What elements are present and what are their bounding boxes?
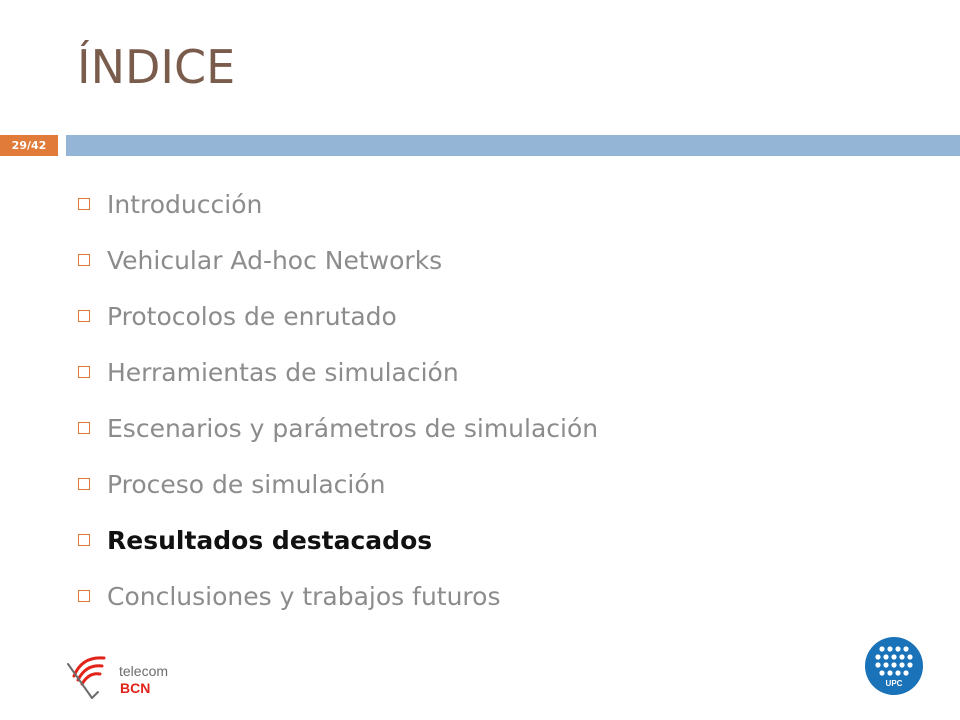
agenda-item-introduccion (78, 176, 598, 232)
agenda-item-vanet (78, 232, 598, 288)
telecom-bcn-logo (64, 646, 194, 706)
header-bar (66, 135, 960, 156)
agenda-item-label: Vehicular Ad-hoc Networks (107, 245, 443, 275)
agenda-item-conclusiones (78, 568, 598, 624)
hollow-square-icon (78, 198, 90, 210)
bcn-logo-text: BCN (120, 680, 151, 696)
agenda-item-label: Conclusiones y trabajos futuros (107, 581, 501, 611)
hollow-square-icon (78, 254, 90, 266)
agenda-item-label: Protocolos de enrutado (107, 301, 397, 331)
agenda-item-label: Herramientas de simulación (107, 357, 459, 387)
page-title: ÍNDICE (77, 40, 236, 94)
hollow-square-icon (78, 310, 90, 322)
agenda-item-resultados (78, 512, 598, 568)
upc-logo (864, 636, 924, 696)
telecom-bcn-logo-icon (64, 646, 124, 706)
agenda-item-protocolos (78, 288, 598, 344)
agenda-item-escenarios (78, 400, 598, 456)
page-indicator: 29/42 (0, 135, 58, 156)
agenda-item-label: Escenarios y parámetros de simulación (107, 413, 599, 443)
hollow-square-icon (78, 478, 90, 490)
agenda-item-herramientas (78, 344, 598, 400)
upc-logo-text: UPC (885, 679, 903, 688)
hollow-square-icon (78, 534, 90, 546)
hollow-square-icon (78, 590, 90, 602)
agenda-item-label: Resultados destacados (107, 525, 433, 555)
telecom-logo-text: telecom (119, 663, 169, 679)
hollow-square-icon (78, 422, 90, 434)
hollow-square-icon (78, 366, 90, 378)
agenda-item-label: Proceso de simulación (107, 469, 386, 499)
agenda-item-label: Introducción (107, 189, 263, 219)
agenda-list (78, 176, 598, 624)
agenda-item-proceso (78, 456, 598, 512)
